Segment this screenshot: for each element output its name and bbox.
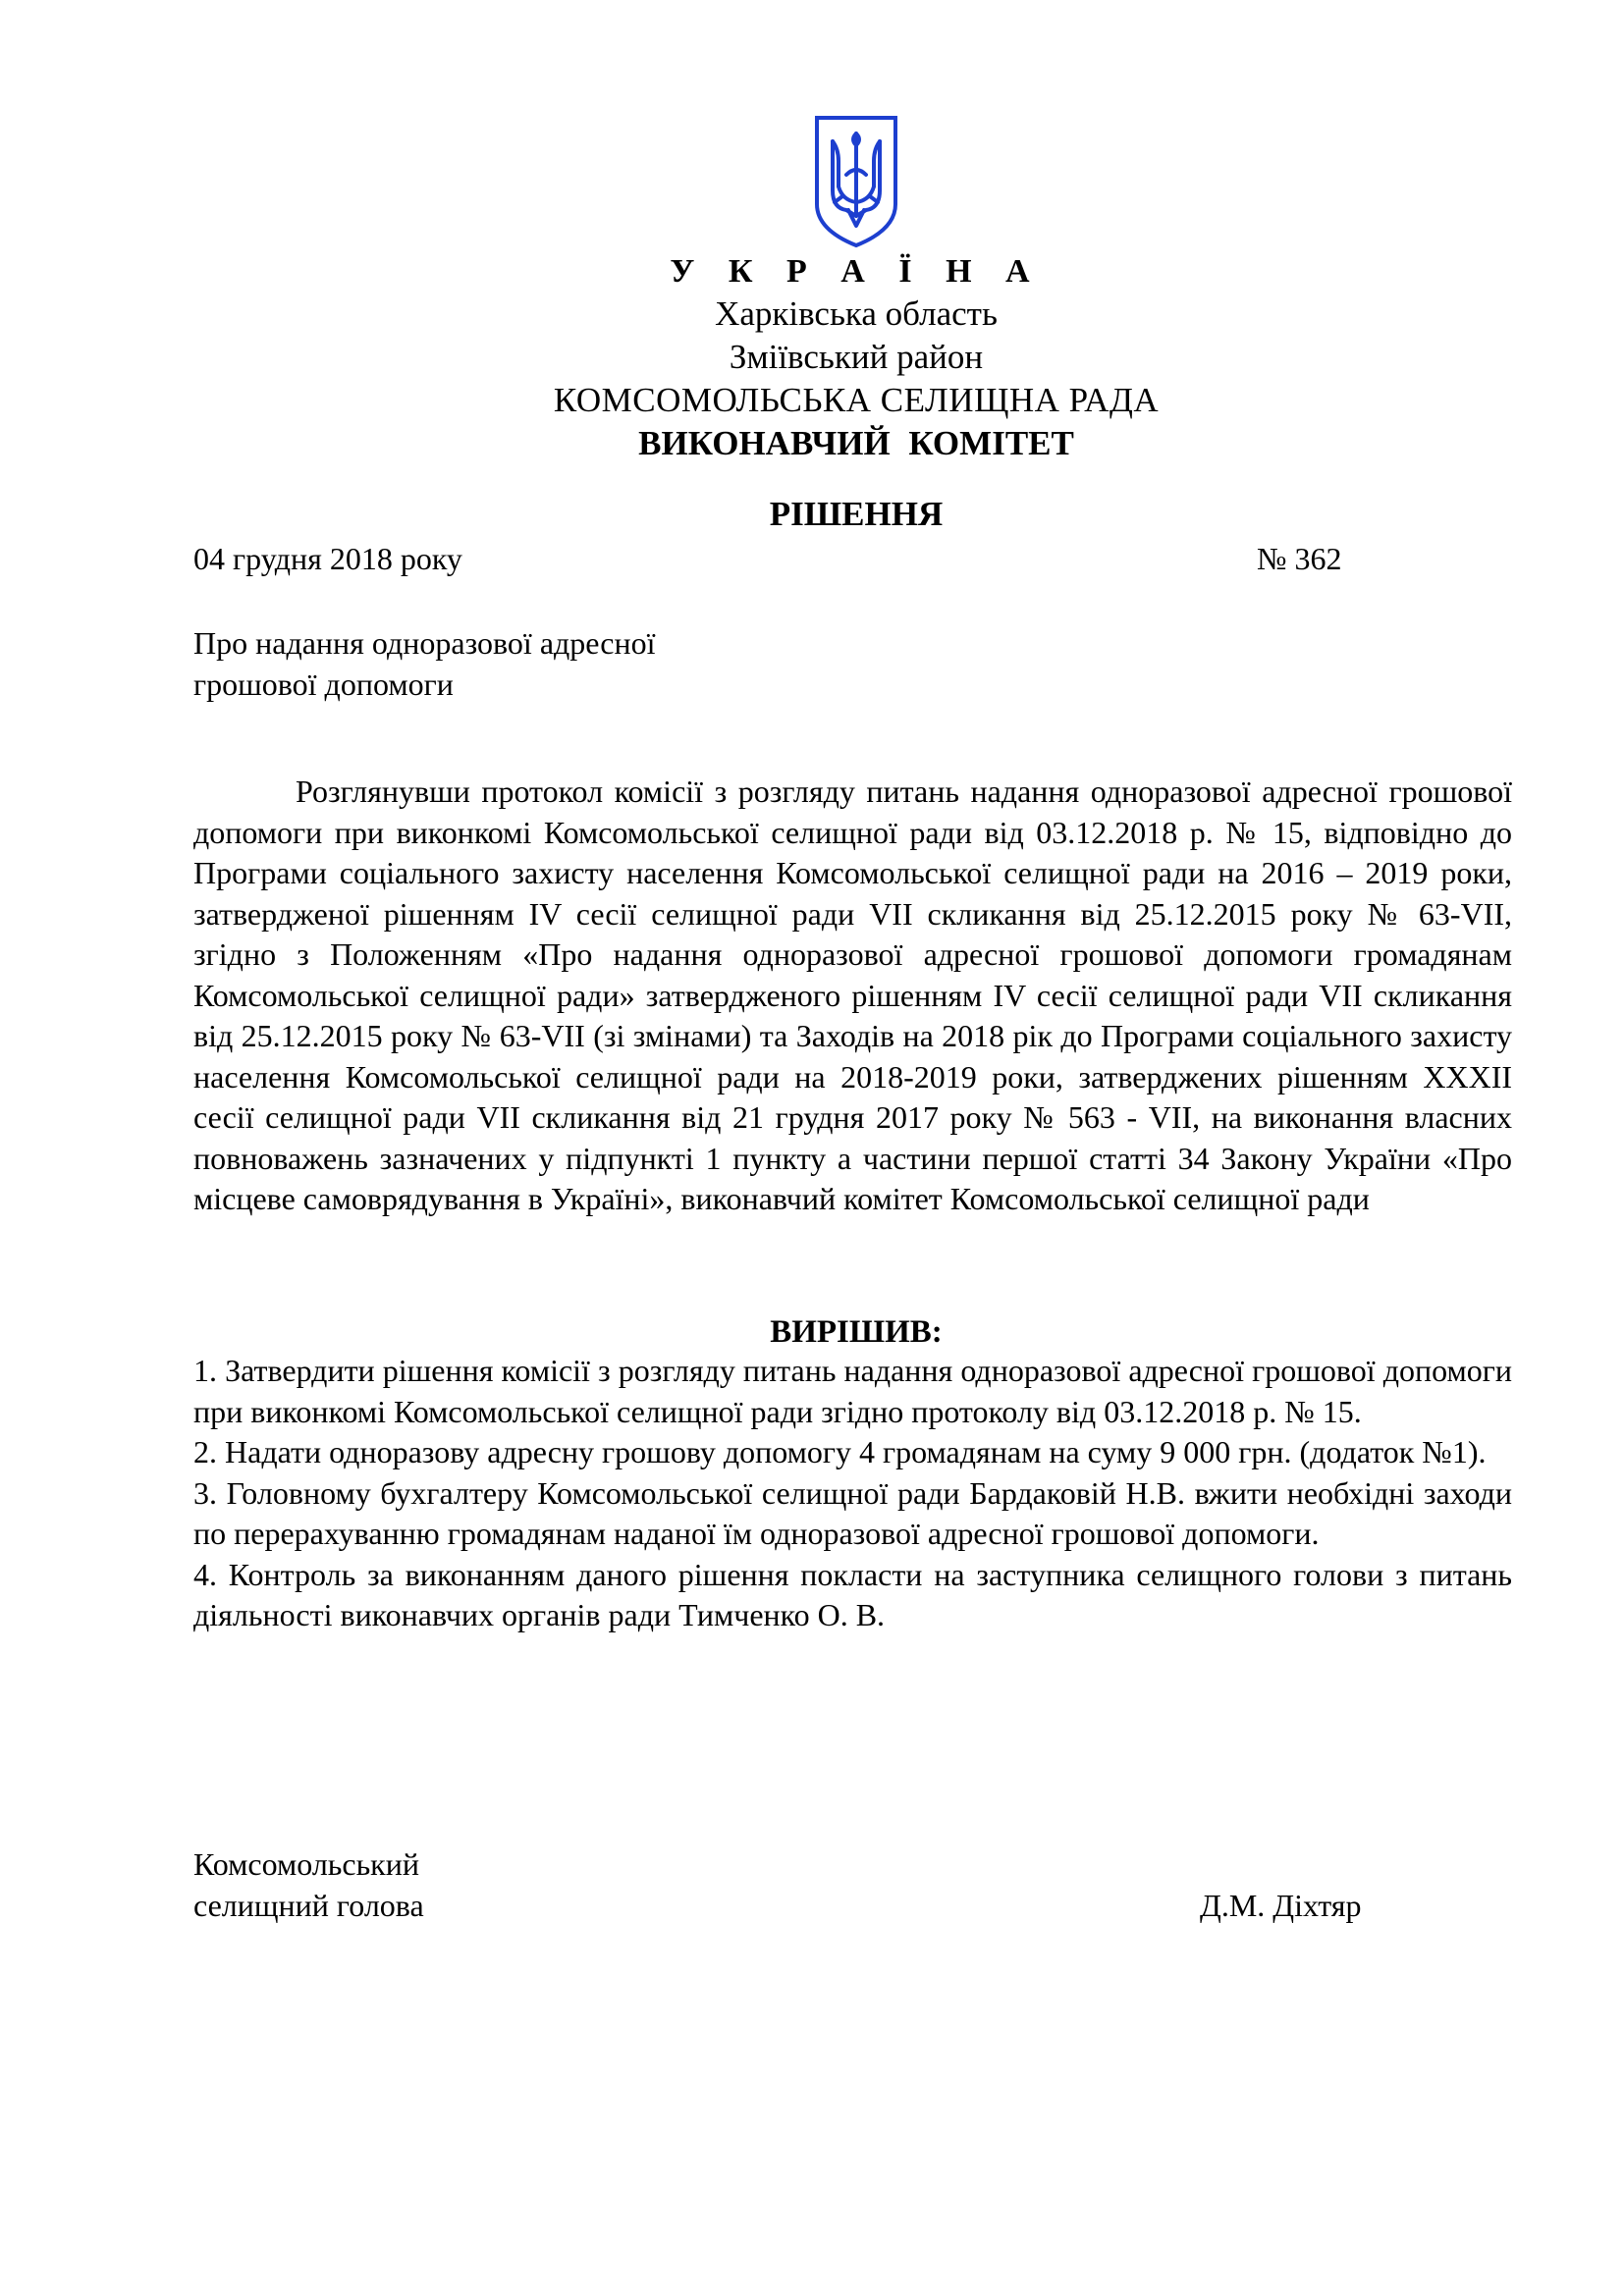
resolution-items (193, 1351, 1512, 1636)
decision-date: 04 грудня 2018 року (193, 541, 462, 576)
oblast-line: Харківська область (715, 294, 998, 333)
resolution-item: 1. Затвердити рішення комісії з розгляду питань надання одноразової адресної грошової допомоги при виконкомі Комсомольської селищної ради згідно протоколу від 03.12.2018 р. № 15. (193, 1353, 1512, 1429)
subject-line: Про надання одноразової адресної (193, 625, 656, 661)
signatory-title-line: селищний голова (193, 1888, 424, 1923)
country-title: У К Р А Ї Н А (670, 253, 1043, 290)
resolution-item: 2. Надати одноразову адресну грошову допомогу 4 громадянам на суму 9 000 грн. (додаток №1). (193, 1434, 1487, 1469)
decision-number: № 362 (1257, 541, 1342, 576)
preamble-paragraph: Розглянувши протокол комісії з розгляду питань надання одноразової адресної грошової допомоги при виконкомі Комсомольської селищної ради від 03.12.2018 р. № 15, відповідно до Програми соціального захисту населення Комсомольської селищної ради на 2016 – 2019 роки, затвердженої рішенням IV сесії селищної ради VII скликання від 25.12.2015 року № 63-VII, згідно з Положенням «Про надання одноразової адресної грошової допомоги громадянам Комсомольської селищної ради» затвердженого рішенням IV сесії селищної ради VII скликання від 25.12.2015 року № 63-VII (зі змінами) та Заходів на 2018 рік до Програми соціального захисту населення Комсомольської селищної ради на 2018-2019 роки, затверджених рішенням XXXII сесії селищної ради VII скликання від 21 грудня 2017 року № 563 - VII, на виконання власних повноважень зазначених у підпункті 1 пункту а частини першої статті 34 Закону України «Про місцеве самоврядування в Україні», виконавчий комітет Комсомольської селищної ради (193, 774, 1513, 1216)
resolution-item: 3. Головному бухгалтеру Комсомольської селищної ради Бардаковій Н.В. вжити необхідні заходи по перерахуванню громадянам наданої їм одноразової адресної грошової допомоги. (193, 1474, 1512, 1551)
signatory-name: Д.М. Діхтяр (1200, 1888, 1362, 1923)
resolution-item: 4. Контроль за виконанням даного рішення покласти на заступника селищного голови з питань діяльності виконавчих органів ради Тимченко О. В. (193, 1556, 1512, 1632)
council-name: КОМСОМОЛЬСЬКА СЕЛИЩНА РАДА (553, 381, 1160, 419)
subject-line: грошової допомоги (193, 667, 454, 702)
signatory-title (193, 1843, 424, 1926)
signatory-title-line: Комсомольський (193, 1846, 419, 1882)
committee-name: ВИКОНАВЧИЙ КОМІТЕТ (638, 424, 1074, 462)
decision-subject (193, 622, 656, 705)
coat-of-arms-icon (813, 114, 899, 249)
raion-line: Зміївський район (729, 338, 984, 376)
resolved-heading: ВИРІШИВ: (770, 1314, 943, 1350)
document-type: РІШЕННЯ (769, 495, 944, 533)
